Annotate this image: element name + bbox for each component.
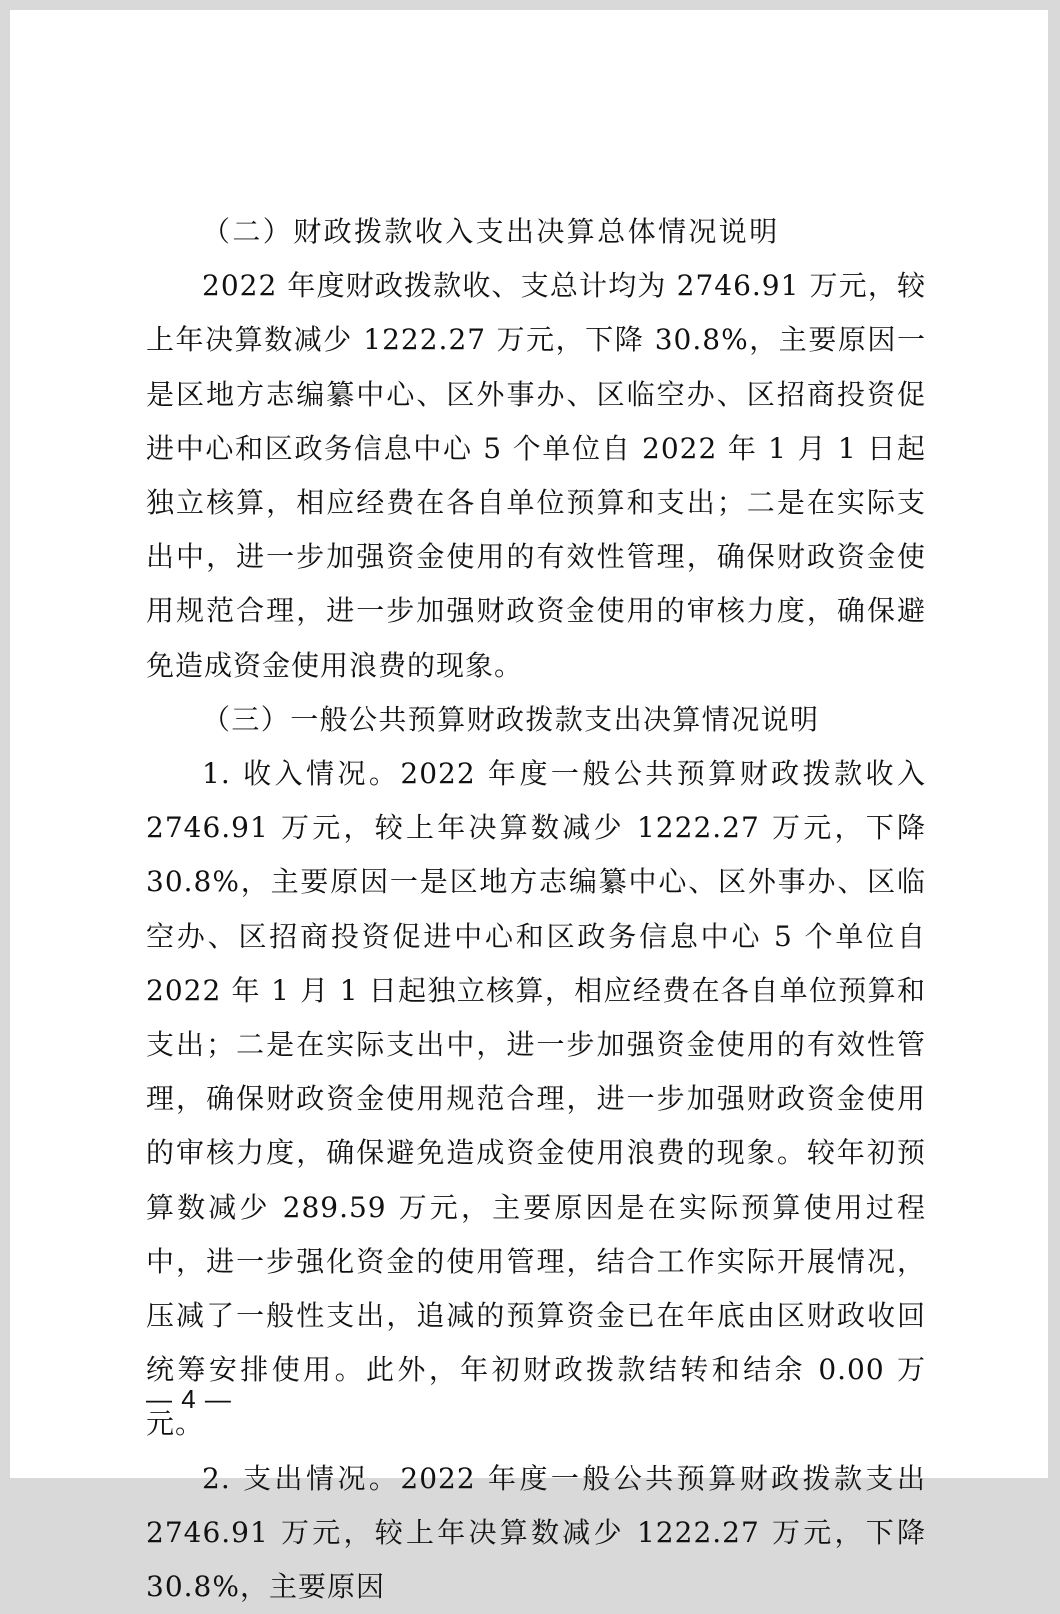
document-body <box>146 205 926 1614</box>
expenditure-paragraph: 2. 支出情况。2022 年度一般公共预算财政拨款支出 2746.91 万元，较上年决算数减少 1222.27 万元，下降 30.8%，主要原因 <box>146 1461 926 1604</box>
section-2-paragraph: 2022 年度财政拨款收、支总计均为 2746.91 万元，较上年决算数减少 1222.27 万元，下降 30.8%，主要原因一是区地方志编纂中心、区外事办、区临空办、区招商投资促进中心和区政务信息中心 5 个单位自 2022 年 1 月 1 日起独立核算，相应经费在各自单位预算和支出；二是在实际支出中，进一步加强资金使用的有效性管理，确保财政资金使用规范合理，进一步加强财政资金使用的审核力度，确保避免造成资金使用浪费的现象。 <box>146 269 926 682</box>
income-paragraph: 1. 收入情况。2022 年度一般公共预算财政拨款收入 2746.91 万元，较上年决算数减少 1222.27 万元，下降 30.8%，主要原因一是区地方志编纂中心、区外事办、区临空办、区招商投资促进中心和区政务信息中心 5 个单位自 2022 年 1 月 1 日起独立核算，相应经费在各自单位预算和支出；二是在实际支出中，进一步加强资金使用的有效性管理，确保财政资金使用规范合理，进一步加强财政资金使用的审核力度，确保避免造成资金使用浪费的现象。较年初预算数减少 289.59 万元，主要原因是在实际预算使用过程中，进一步强化资金的使用管理，结合工作实际开展情况，压减了一般性支出，追减的预算资金已在年底由区财政收回统筹安排使用。此外，年初财政拨款结转和结余 0.00 万元。 <box>146 757 926 1441</box>
section-heading-3: （三）一般公共预算财政拨款支出决算情况说明 <box>202 702 820 736</box>
section-heading-2: （二）财政拨款收入支出决算总体情况说明 <box>202 215 780 248</box>
page-number: — 4 — <box>146 1384 232 1414</box>
document-page <box>10 10 1048 1604</box>
